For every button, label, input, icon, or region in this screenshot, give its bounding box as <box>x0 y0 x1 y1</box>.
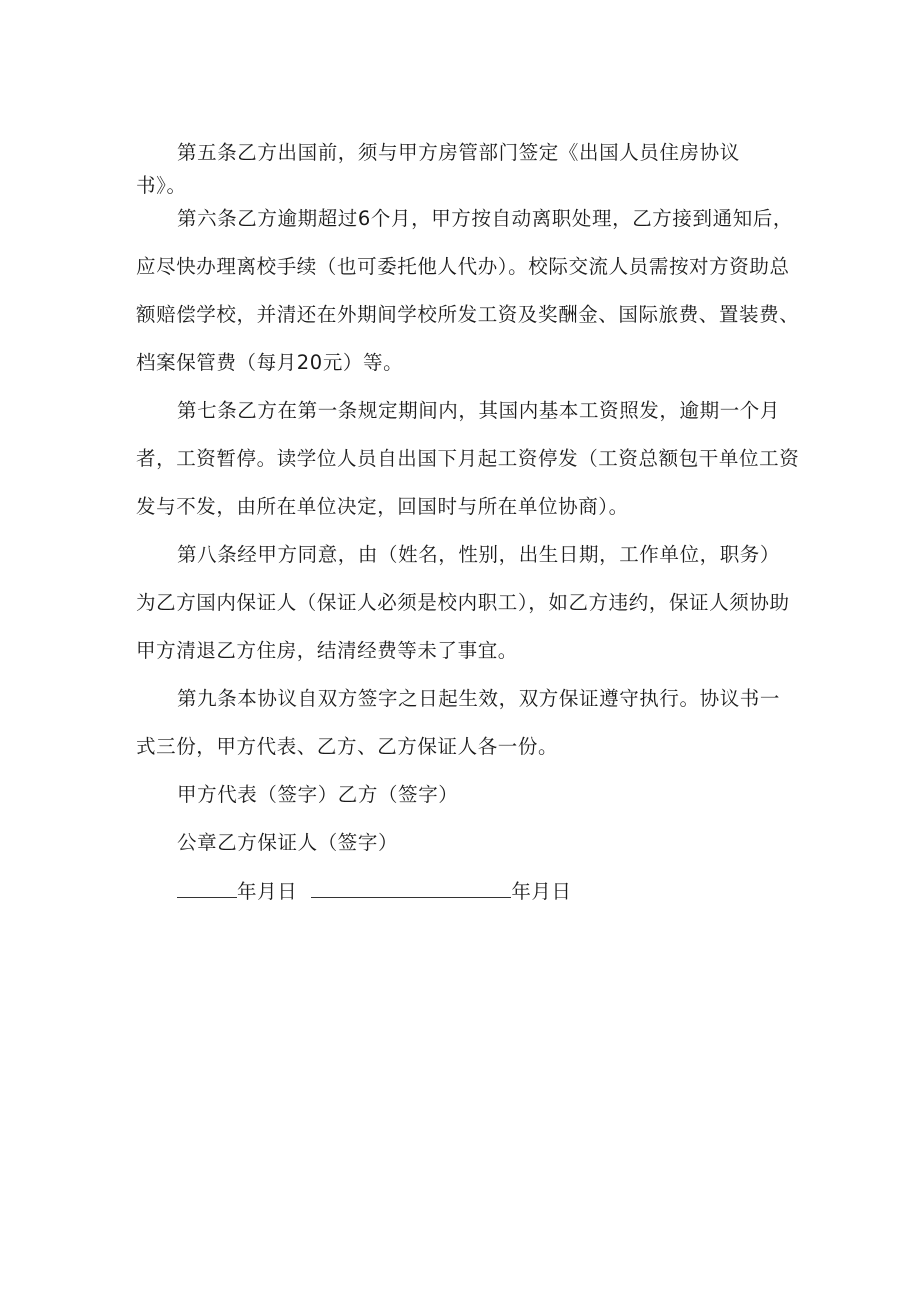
signature-line-party-a-and-b: 甲方代表（签字）乙方（签字） <box>177 783 459 806</box>
article-6-line-1: 第六条乙方逾期超过6个月，甲方按自动离职处理，乙方接到通知后， <box>177 207 794 230</box>
article-7-line-3: 发与不发，由所在单位决定，回国时与所在单位协商）。 <box>136 495 629 518</box>
article-5-line-1: 第五条乙方出国前，须与甲方房管部门签定《出国人员住房协议 <box>177 141 740 164</box>
article-9-line-1: 第九条本协议自双方签字之日起生效，双方保证遵守执行。协议书一 <box>177 687 781 710</box>
signature-line-seal-guarantor: 公章乙方保证人（签字） <box>177 831 399 854</box>
article-7-line-1: 第七条乙方在第一条规定期间内，其国内基本工资照发，逾期一个月 <box>177 399 781 422</box>
article-9-line-2: 式三份，甲方代表、乙方、乙方保证人各一份。 <box>136 735 559 758</box>
article-8-line-1: 第八条经甲方同意，由（姓名，性别，出生日期，工作单位，职务） <box>177 543 781 566</box>
signature-date-row <box>177 879 572 903</box>
article-8 <box>136 543 790 687</box>
article-6-line-2: 应尽快办理离校手续（也可委托他人代办）。校际交流人员需按对方资助总 <box>136 255 790 278</box>
article-9 <box>136 687 786 783</box>
date-blank-2 <box>311 879 511 898</box>
date-blank-1 <box>177 879 237 898</box>
article-5-line-2: 书》。 <box>136 174 187 197</box>
article-6 <box>136 207 800 399</box>
article-8-line-3: 甲方清退乙方住房，结清经费等未了事宜。 <box>136 639 518 662</box>
article-7 <box>136 399 800 543</box>
date-label-1: 年月日 <box>237 880 298 903</box>
article-5 <box>136 141 786 207</box>
article-8-line-2: 为乙方国内保证人（保证人必须是校内职工），如乙方违约，保证人须协助 <box>136 591 790 614</box>
date-label-2: 年月日 <box>511 880 572 903</box>
article-6-line-4: 档案保管费（每月20元）等。 <box>136 351 404 374</box>
article-6-line-3: 额赔偿学校，并清还在外期间学校所发工资及奖酬金、国际旅费、置装费、 <box>136 303 800 326</box>
article-7-line-2: 者，工资暂停。读学位人员自出国下月起工资停发（工资总额包干单位工资 <box>136 447 800 470</box>
